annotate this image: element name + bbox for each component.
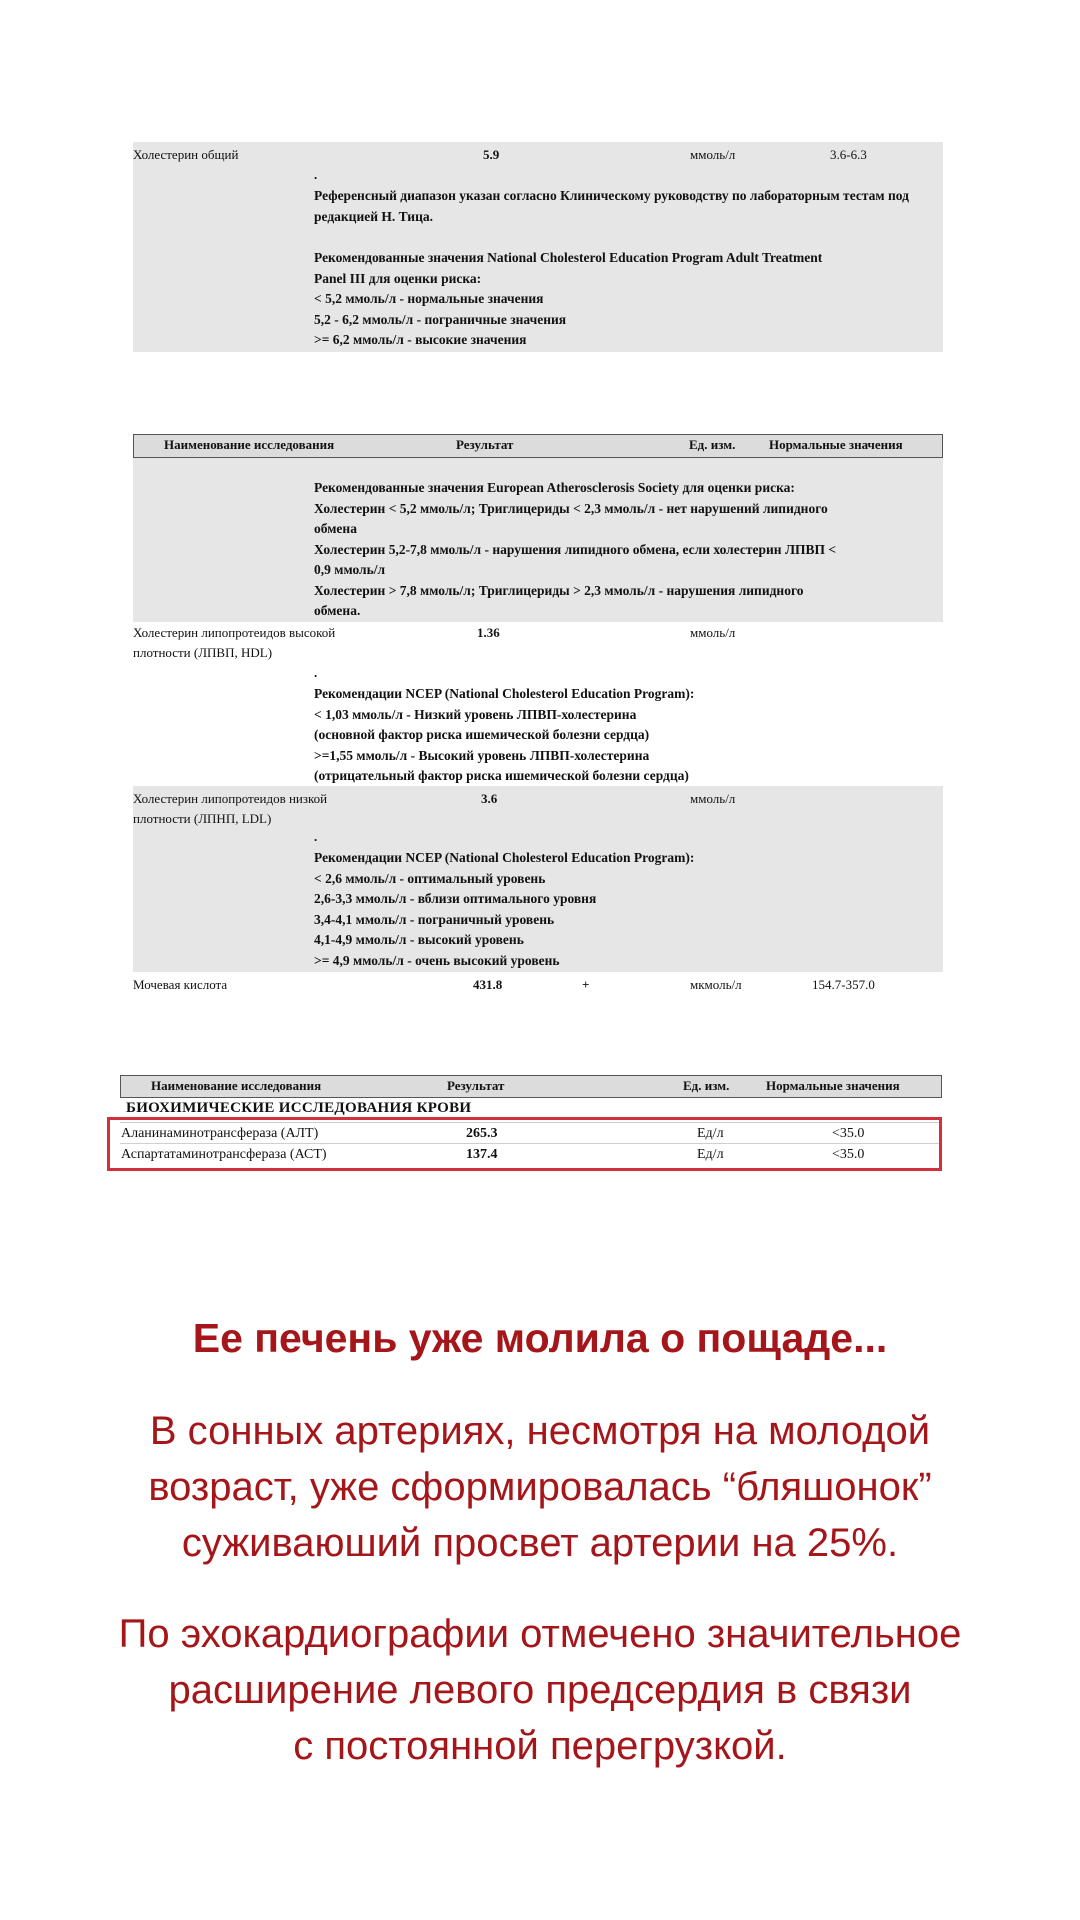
note-line: >= 4,9 ммоль/л - очень высокий уровень xyxy=(314,952,560,968)
note-line: 2,6-3,3 ммоль/л - вблизи оптимального уровня xyxy=(314,891,597,906)
alt-name: Аланинаминотрансфераза (АЛТ) xyxy=(121,1126,319,1141)
note-line: Panel III для оценки риска: xyxy=(314,270,482,286)
note-line: < 1,03 ммоль/л - Низкий уровень ЛПВП-холестерина xyxy=(314,706,637,722)
note-line: Рекомендованные значения European Atherosclerosis Society для оценки риска: xyxy=(314,480,795,495)
col-result: Результат xyxy=(447,1078,505,1093)
note-line: 4,1-4,9 ммоль/л - высокий уровень xyxy=(314,932,524,947)
uric-norm: 154.7-357.0 xyxy=(812,977,875,992)
cholesterol-result: 5.9 xyxy=(483,147,500,162)
note-line: < 2,6 ммоль/л - оптимальный уровень xyxy=(314,870,546,886)
ncep-note xyxy=(314,248,944,351)
cholesterol-unit: ммоль/л xyxy=(690,147,736,162)
ldl-name-line2: плотности (ЛПНП, LDL) xyxy=(133,811,272,826)
alt-unit: Ед/л xyxy=(697,1126,724,1141)
section-title: БИОХИМИЧЕСКИЕ ИССЛЕДОВАНИЯ КРОВИ xyxy=(126,1100,472,1116)
note-line: Холестерин < 5,2 ммоль/л; Триглицериды < 2,3 ммоль/л - нет нарушений липидного xyxy=(314,500,828,516)
headline: Ее печень уже молила о пощаде... xyxy=(192,1315,888,1361)
paragraph-line: возраст, уже сформировалась “бляшонок” xyxy=(148,1465,932,1509)
ast-norm: <35.0 xyxy=(832,1147,865,1162)
paragraph-line: суживаюший просвет артерии на 25%. xyxy=(181,1521,899,1565)
cholesterol-norm: 3.6-6.3 xyxy=(830,147,867,162)
ldl-name-line1: Холестерин липопротеидов низкой xyxy=(133,791,328,806)
hdl-result: 1.36 xyxy=(477,625,500,640)
col-unit: Ед. изм. xyxy=(689,437,736,452)
note-line: 0,9 ммоль/л xyxy=(314,562,386,577)
note-line: >= 6,2 ммоль/л - высокие значения xyxy=(314,332,527,347)
hdl-note xyxy=(314,684,944,787)
table-header xyxy=(120,1075,942,1098)
ast-result: 137.4 xyxy=(466,1147,498,1162)
note-line: Холестерин 5,2-7,8 ммоль/л - нарушения липидного обмена, если холестерин ЛПВП < xyxy=(314,541,837,557)
col-result: Результат xyxy=(456,437,514,452)
ast-unit: Ед/л xyxy=(697,1147,724,1162)
note-line: Рекомендации NCEP (National Cholesterol Education Program): xyxy=(314,686,695,701)
uric-name: Мочевая кислота xyxy=(133,977,228,992)
paragraph-line: с постоянной перегрузкой. xyxy=(293,1724,787,1768)
note-line: обмена. xyxy=(314,603,361,618)
note-line: Холестерин > 7,8 ммоль/л; Триглицериды > 2,3 ммоль/л - нарушения липидного xyxy=(314,582,804,598)
uric-flag: + xyxy=(582,977,590,992)
note-line: (основной фактор риска ишемической болезни сердца) xyxy=(314,727,650,742)
note-line: 5,2 - 6,2 ммоль/л - пограничные значения xyxy=(314,311,567,327)
col-name: Наименование исследования xyxy=(151,1078,322,1093)
note-line: обмена xyxy=(314,521,357,536)
paragraph-line: По эхокардиографии отмечено значительное xyxy=(118,1612,962,1656)
note-line: Рекомендованные значения National Cholesterol Education Program Adult Treatment xyxy=(314,250,823,265)
col-norm: Нормальные значения xyxy=(769,437,903,452)
note-line: 3,4-4,1 ммоль/л - пограничный уровень xyxy=(314,911,555,927)
col-norm: Нормальные значения xyxy=(766,1078,900,1093)
note-line: < 5,2 ммоль/л - нормальные значения xyxy=(314,291,544,306)
echo-paragraph xyxy=(0,1606,1080,1774)
note-line: Рекомендации NCEP (National Cholesterol Education Program): xyxy=(314,850,695,865)
carotid-paragraph xyxy=(0,1403,1080,1571)
note-line: >=1,55 ммоль/л - Высокий уровень ЛПВП-холестерина xyxy=(314,747,650,763)
ldl-result: 3.6 xyxy=(481,791,498,806)
col-unit: Ед. изм. xyxy=(683,1078,730,1093)
hdl-name-line2: плотности (ЛПВП, HDL) xyxy=(133,645,273,660)
cholesterol-name: Холестерин общий xyxy=(133,147,239,162)
reference-note: Референсный диапазон указан согласно Клиническому руководству по лабораторным тестам под редакцией Н. Тица. xyxy=(314,188,909,224)
uric-result: 431.8 xyxy=(473,977,503,992)
uric-unit: мкмоль/л xyxy=(690,977,742,992)
dot-marker: . xyxy=(314,665,318,680)
dot-marker: . xyxy=(314,167,318,182)
highlight-box xyxy=(107,1117,942,1171)
table-header xyxy=(133,434,943,458)
ldl-name xyxy=(133,790,327,827)
eas-note xyxy=(314,478,944,622)
paragraph-line: расширение левого предсердия в связи xyxy=(168,1668,912,1712)
alt-norm: <35.0 xyxy=(832,1126,865,1141)
hdl-unit: ммоль/л xyxy=(690,625,736,640)
ast-name: Аспартатаминотрансфераза (АСТ) xyxy=(121,1147,327,1162)
hdl-name-line1: Холестерин липопротеидов высокой xyxy=(133,625,336,640)
note-line: (отрицательный фактор риска ишемической болезни сердца) xyxy=(314,768,689,783)
hdl-name xyxy=(133,624,335,661)
dot-marker: . xyxy=(314,829,318,844)
alt-result: 265.3 xyxy=(466,1126,498,1141)
ldl-unit: ммоль/л xyxy=(690,791,736,806)
ldl-note xyxy=(314,848,944,971)
paragraph-line: В сонных артериях, несмотря на молодой xyxy=(149,1409,931,1453)
col-name: Наименование исследования xyxy=(164,437,335,452)
